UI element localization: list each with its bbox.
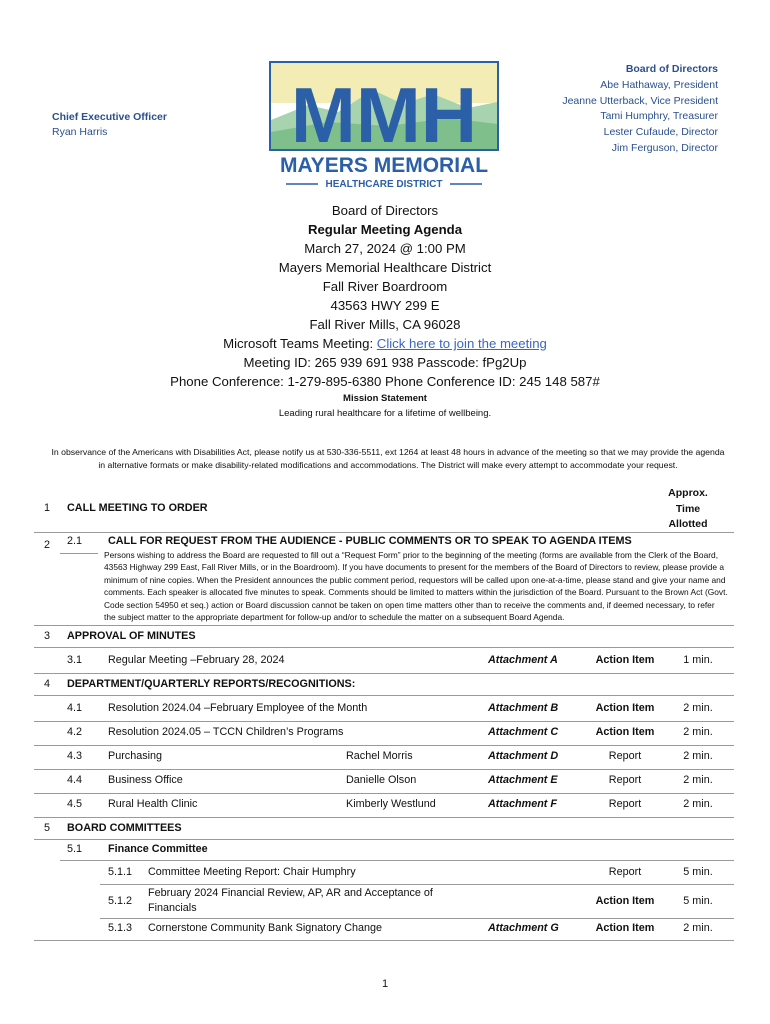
section-title: DEPARTMENT/QUARTERLY REPORTS/RECOGNITIONS:	[67, 678, 356, 690]
location: Fall River Boardroom	[322, 279, 448, 294]
item-number: 5.1.1	[108, 866, 133, 878]
action-type: Action Item	[595, 922, 655, 934]
section-title: CALL MEETING TO ORDER	[67, 502, 208, 514]
item-number: 5.1.2	[108, 895, 133, 907]
section-number: 5	[44, 822, 51, 834]
approx-time-header	[650, 486, 726, 533]
action-type: Action Item	[595, 726, 655, 738]
time-allotted: 2 min.	[683, 750, 713, 762]
divider	[34, 769, 734, 770]
time-allotted: 5 min.	[683, 895, 713, 907]
item-text: Purchasing	[108, 750, 163, 762]
city: Fall River Mills, CA 96028	[309, 317, 461, 332]
title-line: Board of Directors	[331, 203, 439, 218]
approx-label: Approx.	[668, 487, 708, 499]
meeting-date: March 27, 2024 @ 1:00 PM	[304, 241, 466, 256]
committee-title: Finance Committee	[108, 843, 208, 855]
section-title: BOARD COMMITTEES	[67, 822, 182, 834]
attachment-label: Attachment A	[488, 654, 558, 666]
mission-text: Leading rural healthcare for a lifetime of wellbeing.	[278, 408, 492, 419]
ceo-name: Ryan Harris	[52, 126, 108, 138]
presenter-name: Danielle Olson	[346, 774, 417, 786]
item-text: Business Office	[108, 774, 183, 786]
org-name: Mayers Memorial Healthcare District	[278, 260, 492, 275]
divider	[34, 745, 734, 746]
logo-letters: MMH	[290, 71, 478, 159]
divider	[100, 918, 734, 919]
item-text: Cornerstone Community Bank Signatory Change	[148, 922, 383, 934]
teams-prefix: Microsoft Teams Meeting:	[223, 336, 377, 351]
divider	[34, 673, 734, 674]
logo-sub: HEALTHCARE DISTRICT	[325, 179, 443, 190]
item-text: Rural Health Clinic	[108, 798, 198, 810]
attachment-label: Attachment B	[488, 702, 559, 714]
item-number: 4.1	[67, 702, 83, 714]
time-allotted: 2 min.	[683, 922, 713, 934]
board-member: Abe Hathaway, President	[600, 78, 718, 91]
divider	[34, 817, 734, 818]
allotted-label: Allotted	[668, 518, 708, 530]
ceo-block	[52, 110, 167, 140]
board-member: Lester Cufaude, Director	[603, 126, 718, 139]
item-number: 5.1	[67, 843, 83, 855]
divider	[34, 793, 734, 794]
action-type: Report	[608, 750, 642, 762]
attachment-label: Attachment C	[488, 726, 559, 738]
divider	[100, 884, 734, 885]
item-number: 4.3	[67, 750, 83, 762]
action-type: Action Item	[595, 895, 655, 907]
board-title: Board of Directors	[625, 63, 718, 75]
attachment-label: Attachment D	[488, 750, 559, 762]
section-number: 1	[44, 502, 51, 514]
item-text: February 2024 Financial Review, AP, AR and Acceptance of	[148, 887, 433, 899]
action-type: Report	[608, 774, 642, 786]
board-member: Tami Humphry, Treasurer	[600, 110, 718, 123]
teams-join-link[interactable]: Click here to join the meeting	[376, 336, 547, 351]
item-text-continued: Financials	[148, 902, 197, 914]
time-label: Time	[675, 502, 701, 515]
divider	[34, 695, 734, 696]
item-number: 4.5	[67, 798, 83, 810]
divider	[34, 647, 734, 648]
item-number: 2.1	[67, 535, 83, 547]
logo-name: MAYERS MEMORIAL	[279, 154, 489, 177]
section-number: 2	[44, 539, 51, 551]
phone-conference: Phone Conference: 1-279-895-6380 Phone Conference ID: 245 148 587#	[170, 374, 600, 389]
address: 43563 HWY 299 E	[330, 298, 440, 313]
time-allotted: 2 min.	[683, 774, 713, 786]
meeting-id: Meeting ID: 265 939 691 938 Passcode: fPg2Up	[243, 355, 527, 370]
time-allotted: 1 min.	[683, 654, 713, 666]
item-number: 5.1.3	[108, 922, 133, 934]
item-number: 3.1	[67, 654, 83, 666]
divider	[60, 860, 734, 861]
item-title: CALL FOR REQUEST FROM THE AUDIENCE - PUBLIC COMMENTS OR TO SPEAK TO AGENDA ITEMS	[108, 535, 632, 547]
time-allotted: 2 min.	[683, 798, 713, 810]
time-allotted: 5 min.	[683, 866, 713, 878]
section-title: APPROVAL OF MINUTES	[67, 630, 196, 642]
item-number: 4.4	[67, 774, 83, 786]
divider	[34, 625, 734, 626]
item-text: Resolution 2024.04 –February Employee of the Month	[108, 702, 368, 714]
time-allotted: 2 min.	[683, 726, 713, 738]
divider	[60, 553, 98, 554]
presenter-name: Kimberly Westlund	[346, 798, 436, 810]
board-member: Jeanne Utterback, Vice President	[562, 94, 718, 107]
section-number: 4	[44, 678, 51, 690]
public-comment-text: Persons wishing to address the Board are requested to fill out a “Request Form” prior to the beginning of the meeting (forms are available from the Clerk of the Board, 43563 Highway 299 East, Fall River Mills, or in the Boardroom). If you have documents to present for the members of the Board of Directors to review, please provide a minimum of nine copies. When the President announces the public comment period, requestors will be called upon one-at-a-time, please stand and give your name and comments. Each speaker is allocated five minutes to speak. Comments should be limited to matters within the jurisdiction of the Board. Pursuant to the Brown Act (Govt. Code section 54950 et seq.) action or Board discussion cannot be taken on open time matters other than to receive the comments and, if deemed necessary, to refer the subject matter to the appropriate department for follow-up and/or to schedule the matter on a subsequent Board Agenda.	[104, 550, 728, 623]
page-number: 1	[381, 978, 389, 990]
action-type: Action Item	[595, 702, 655, 714]
ada-notice: In observance of the Americans with Disabilities Act, please notify us at 530-336-5511, ext 1264 at least 48 hours in advance of the meeting so that we may provide the agenda in alternative formats or make disability-related modifications and accommodations. The District will make every attempt to accommodate your request.	[51, 447, 725, 470]
agenda-title: Regular Meeting Agenda	[307, 222, 463, 237]
item-text: Regular Meeting –February 28, 2024	[108, 654, 285, 666]
board-block	[458, 62, 718, 157]
action-type: Action Item	[595, 654, 655, 666]
item-text: Committee Meeting Report: Chair Humphry	[148, 866, 356, 878]
board-member: Jim Ferguson, Director	[611, 141, 718, 154]
attachment-label: Attachment G	[488, 922, 559, 934]
presenter-name: Rachel Morris	[346, 750, 413, 762]
ceo-title: Chief Executive Officer	[52, 111, 167, 123]
attachment-label: Attachment E	[488, 774, 558, 786]
divider	[34, 940, 734, 941]
divider	[34, 532, 734, 533]
title-block	[0, 201, 770, 391]
divider	[34, 839, 734, 840]
attachment-label: Attachment F	[488, 798, 557, 810]
divider	[34, 721, 734, 722]
action-type: Report	[608, 866, 642, 878]
item-text: Resolution 2024.05 – TCCN Children’s Programs	[108, 726, 344, 738]
time-allotted: 2 min.	[683, 702, 713, 714]
item-number: 4.2	[67, 726, 83, 738]
teams-line	[0, 334, 770, 353]
action-type: Report	[608, 798, 642, 810]
section-number: 3	[44, 630, 51, 642]
mission-heading: Mission Statement	[343, 393, 427, 404]
